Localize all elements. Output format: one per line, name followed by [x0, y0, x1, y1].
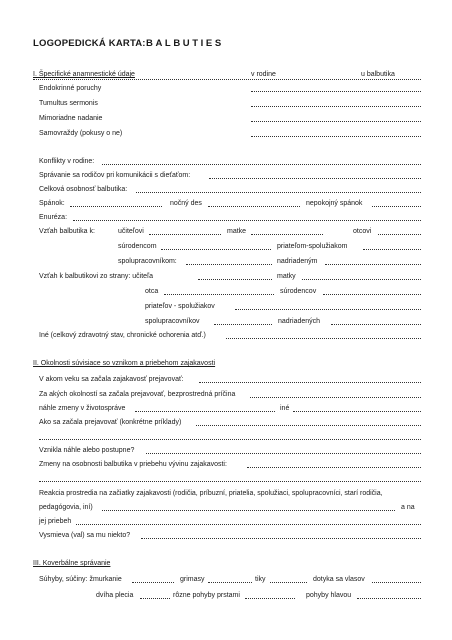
field-onset-age[interactable] [199, 382, 421, 383]
label-relation: Vzťah balbutika k: [39, 228, 95, 235]
field-blinking[interactable] [132, 582, 174, 583]
field-other-health[interactable] [226, 338, 421, 339]
field-finger-movements[interactable] [245, 598, 295, 599]
col-header-family: v rodine [251, 71, 276, 78]
label-restless-sleep: nepokojný spánok [306, 200, 363, 207]
label-finger-movements: rôzne pohyby prstami [173, 592, 240, 599]
label-onset-age: V akom veku sa začala zajakavosť prejavovať: [39, 376, 184, 383]
label-friends: priateľom-spolužiakom [277, 243, 348, 250]
label-siblings: súrodencom [118, 243, 157, 250]
field-mother-rel[interactable] [302, 279, 421, 280]
label-father-rel: otca [145, 288, 159, 295]
label-siblings-rel: súrodencov [280, 288, 317, 295]
field-head-movements[interactable] [357, 598, 421, 599]
label-coworkers-rel: spolupracovníkov [145, 318, 200, 325]
label-enuresis: Enuréza: [39, 214, 68, 221]
item-endocrine: Endokrinné poruchy [39, 85, 102, 92]
label-relation-to: Vzťah k balbutikovi zo strany: učiteľa [39, 273, 153, 280]
label-other: iné [280, 405, 290, 412]
label-father: otcovi [353, 228, 372, 235]
field-mocked[interactable] [141, 538, 421, 539]
field-mother[interactable] [251, 234, 323, 235]
label-superiors-rel: nadriadených [278, 318, 321, 325]
label-conflicts: Konflikty v rodine: [39, 158, 95, 165]
field-tics[interactable] [270, 582, 307, 583]
label-personality: Celková osobnosť balbutika: [39, 186, 128, 193]
label-mother-rel: matky [277, 273, 296, 280]
label-sleep: Spánok: [39, 200, 65, 207]
field-sleep[interactable] [70, 206, 162, 207]
item-tumultus: Tumultus sermonis [39, 100, 98, 107]
field-parent-behaviour[interactable] [209, 178, 421, 179]
field-conflicts[interactable] [102, 164, 421, 165]
field-siblings[interactable] [161, 249, 271, 250]
field-shoulder-raise[interactable] [140, 598, 170, 599]
field-father-rel[interactable] [164, 294, 274, 295]
label-circumstances: Za akých okolností sa začala prejavovať, bezprostredná príčina [39, 391, 236, 398]
doc-title-spaced: BALBUTIES [146, 38, 224, 49]
field-grimaces[interactable] [208, 582, 252, 583]
field-friends-rel[interactable] [235, 309, 421, 310]
label-shoulder-raise: dvíha plecia [96, 592, 134, 599]
field-circumstances[interactable] [250, 397, 421, 398]
label-tics: tiky [255, 576, 266, 583]
field-manifestation-2[interactable] [39, 439, 421, 440]
field-personality-changes-2[interactable] [39, 481, 421, 482]
label-superior: nadriadeným [277, 258, 318, 265]
label-other-health: Iné (celkový zdravotný stav, chronické ochorenia atď.) [39, 332, 206, 339]
label-educators: pedagógovia, iní) [39, 504, 93, 511]
field-friends[interactable] [363, 249, 421, 250]
label-night-terror: nočný des [170, 200, 202, 207]
label-touch-hair: dotyka sa vlasov [313, 576, 365, 583]
field-personality[interactable] [136, 192, 421, 193]
label-head-movements: pohyby hlavou [306, 592, 352, 599]
label-lifestyle-change: náhle zmeny v životospráve [39, 405, 126, 412]
field-educators[interactable] [102, 510, 395, 511]
field-sudden-gradual[interactable] [146, 453, 421, 454]
label-coworkers: spolupracovníkom: [118, 258, 177, 265]
field-touch-hair[interactable] [372, 582, 421, 583]
field-tumultus[interactable] [251, 106, 421, 107]
field-suicide[interactable] [251, 136, 421, 137]
field-superiors-rel[interactable] [331, 324, 421, 325]
label-blinking: Súhyby, súčiny: žmurkanie [39, 576, 122, 583]
field-father[interactable] [378, 234, 421, 235]
section-heading-1: I. Špecifické anamnestické údaje [33, 71, 135, 78]
field-enuresis[interactable] [73, 220, 421, 221]
field-personality-changes[interactable] [247, 467, 421, 468]
label-manifestation: Ako sa začala prejavovať (konkrétne príklady) [39, 419, 182, 426]
label-parent-behaviour: Správanie sa rodičov pri komunikácii s dieťaťom: [39, 172, 191, 179]
field-teacher[interactable] [149, 234, 221, 235]
item-suicide: Samovraždy (pokusy o ne) [39, 130, 123, 137]
section-heading-3: III. Koverbálne správanie [33, 560, 111, 567]
label-course: jej priebeh [39, 518, 72, 525]
label-mocked: Vysmieva (val) sa mu niekto? [39, 532, 131, 539]
field-lifestyle-change[interactable] [135, 411, 275, 412]
label-mother: matke [227, 228, 247, 235]
label-grimaces: grimasy [180, 576, 205, 583]
label-personality-changes: Zmeny na osobnosti balbutika v priebehu vývinu zajakavosti: [39, 461, 227, 468]
field-other[interactable] [293, 411, 421, 412]
label-teacher: učiteľovi [118, 228, 144, 235]
field-night-terror[interactable] [208, 206, 300, 207]
field-restless-sleep[interactable] [372, 206, 421, 207]
field-coworkers[interactable] [186, 264, 272, 265]
field-coworkers-rel[interactable] [214, 324, 272, 325]
field-teacher-rel[interactable] [198, 279, 272, 280]
label-sudden-gradual: Vznikla náhle alebo postupne? [39, 447, 135, 454]
field-endocrine[interactable] [251, 91, 421, 92]
label-friends-rel: priateľov - spolužiakov [145, 303, 215, 310]
field-superior[interactable] [325, 264, 421, 265]
section-1-rule [33, 79, 421, 80]
field-course[interactable] [76, 524, 421, 525]
field-gifted[interactable] [251, 121, 421, 122]
field-manifestation[interactable] [196, 425, 421, 426]
field-siblings-rel[interactable] [323, 294, 421, 295]
doc-title: LOGOPEDICKÁ KARTA: [33, 38, 146, 49]
label-and-on: a na [401, 504, 415, 511]
section-heading-2: II. Okolnosti súvisiace so vznikom a priebehom zajakavosti [33, 360, 216, 367]
item-gifted: Mimoriadne nadanie [39, 115, 103, 122]
col-header-patient: u balbutika [361, 71, 395, 78]
label-reaction: Reakcia prostredia na začiatky zajakavosti (rodičia, príbuzní, priatelia, spolužiaci, spolupracovníci, starí rodičia, [39, 490, 383, 497]
